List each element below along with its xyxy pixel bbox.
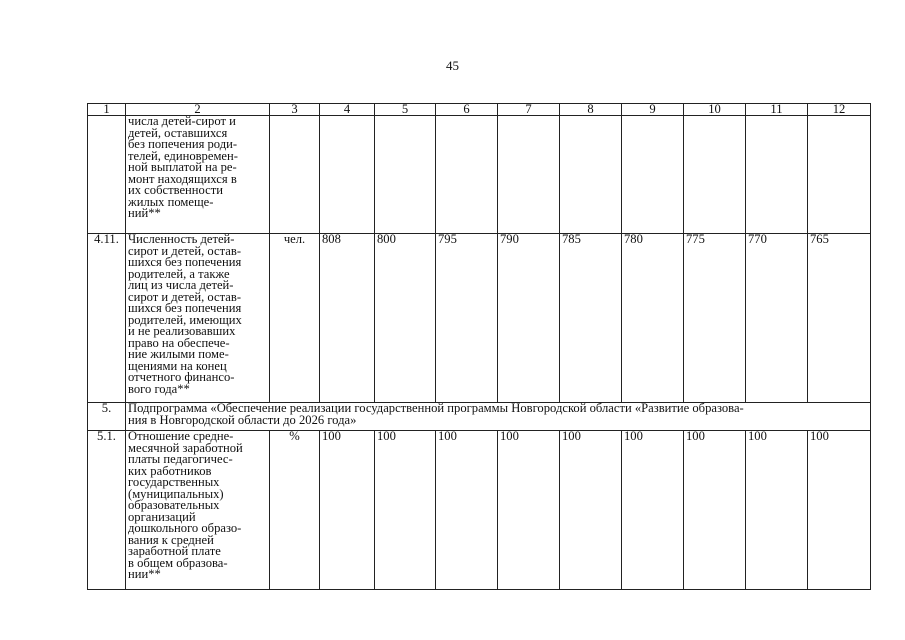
text-line: вого года**: [128, 381, 190, 396]
text-line: родителей, а также: [128, 266, 230, 281]
text-line: ния в Новгородской области до 2026 года»: [128, 412, 357, 427]
text-line: щениями на конец: [128, 358, 227, 373]
value-cell: 100: [746, 431, 808, 590]
unit-cell: %: [270, 431, 320, 590]
value-cell: 100: [560, 431, 622, 590]
table-row: [88, 116, 871, 234]
text-line: заработной плате: [128, 544, 221, 558]
text-line: отчетного финансо-: [128, 370, 235, 384]
text-line: родителей, имеющих: [128, 312, 242, 327]
text-line: организаций: [128, 509, 196, 524]
header-row: [88, 104, 871, 116]
column-header: 6: [436, 104, 498, 116]
text-line: (муниципальных): [128, 486, 224, 501]
text-line: государственных: [128, 475, 220, 489]
value-cell: 100: [375, 431, 436, 590]
value-cell: 765: [808, 234, 871, 403]
indicator-name: [126, 431, 270, 590]
text-line: ной выплатой на ре-: [128, 160, 237, 174]
value-cell: 800: [375, 234, 436, 403]
value-cell: [498, 116, 560, 234]
text-line: Отношение средне-: [128, 430, 234, 443]
text-line: монт находящихся в: [128, 171, 237, 186]
text-line: Подпрограмма «Обеспечение реализации государственной программы Новгородской области «Развитие образова-: [128, 402, 744, 415]
text-line: детей, оставшихся: [128, 125, 228, 140]
value-cell: [684, 116, 746, 234]
value-cell: [622, 116, 684, 234]
unit-cell: [270, 116, 320, 234]
table-row: [88, 403, 871, 431]
text-line: ний**: [128, 206, 161, 220]
value-cell: 770: [746, 234, 808, 403]
text-line: сирот и детей, остав-: [128, 289, 242, 304]
column-header: 7: [498, 104, 560, 116]
value-cell: 100: [436, 431, 498, 590]
value-cell: 775: [684, 234, 746, 403]
text-line: лиц из числа детей-: [128, 278, 234, 292]
column-header: 10: [684, 104, 746, 116]
indicator-name: [126, 116, 270, 234]
text-line: шихся без попечения: [128, 301, 242, 315]
value-cell: 808: [320, 234, 375, 403]
indicator-name: [126, 234, 270, 403]
text-line: и не реализовавших: [128, 324, 236, 338]
row-number: 5.1.: [88, 431, 126, 590]
value-cell: 100: [622, 431, 684, 590]
value-cell: 795: [436, 234, 498, 403]
text-line: шихся без попечения: [128, 255, 242, 269]
column-header: 11: [746, 104, 808, 116]
value-cell: 790: [498, 234, 560, 403]
subprogram-title: [126, 403, 871, 431]
text-line: телей, единовремен-: [128, 148, 238, 163]
page-number: 45: [446, 58, 459, 73]
text-line: их собственности: [128, 183, 223, 197]
row-number: [88, 116, 126, 234]
column-header: 3: [270, 104, 320, 116]
text-line: в общем образова-: [128, 555, 228, 570]
row-number: 5.: [88, 403, 126, 431]
table-row: [88, 431, 871, 590]
value-cell: [436, 116, 498, 234]
text-line: месячной заработной: [128, 440, 243, 455]
column-header: 1: [88, 104, 126, 116]
value-cell: [375, 116, 436, 234]
column-header: 5: [375, 104, 436, 116]
text-line: образовательных: [128, 498, 220, 512]
text-line: вания к средней: [128, 532, 214, 547]
column-header: 9: [622, 104, 684, 116]
value-cell: [320, 116, 375, 234]
text-line: ние жилыми поме-: [128, 347, 229, 361]
text-line: дошкольного образо-: [128, 521, 242, 535]
value-cell: 785: [560, 234, 622, 403]
table-row: [88, 234, 871, 403]
text-line: нии**: [128, 567, 161, 581]
text-line: Численность детей-: [128, 233, 235, 246]
row-number: 4.11.: [88, 234, 126, 403]
value-cell: 780: [622, 234, 684, 403]
value-cell: 100: [684, 431, 746, 590]
column-header: 12: [808, 104, 871, 116]
text-line: жилых помеще-: [128, 194, 214, 209]
text-line: ких работников: [128, 463, 212, 478]
unit-cell: чел.: [270, 234, 320, 403]
value-cell: [746, 116, 808, 234]
value-cell: 100: [498, 431, 560, 590]
text-line: без попечения роди-: [128, 137, 238, 151]
value-cell: [808, 116, 871, 234]
text-line: числа детей-сирот и: [128, 115, 236, 128]
indicators-table: [87, 103, 871, 590]
text-line: сирот и детей, остав-: [128, 243, 242, 258]
value-cell: [560, 116, 622, 234]
column-header: 2: [126, 104, 270, 116]
column-header: 8: [560, 104, 622, 116]
text-line: платы педагогичес-: [128, 452, 233, 466]
value-cell: 100: [320, 431, 375, 590]
value-cell: 100: [808, 431, 871, 590]
column-header: 4: [320, 104, 375, 116]
text-line: право на обеспече-: [128, 335, 230, 350]
